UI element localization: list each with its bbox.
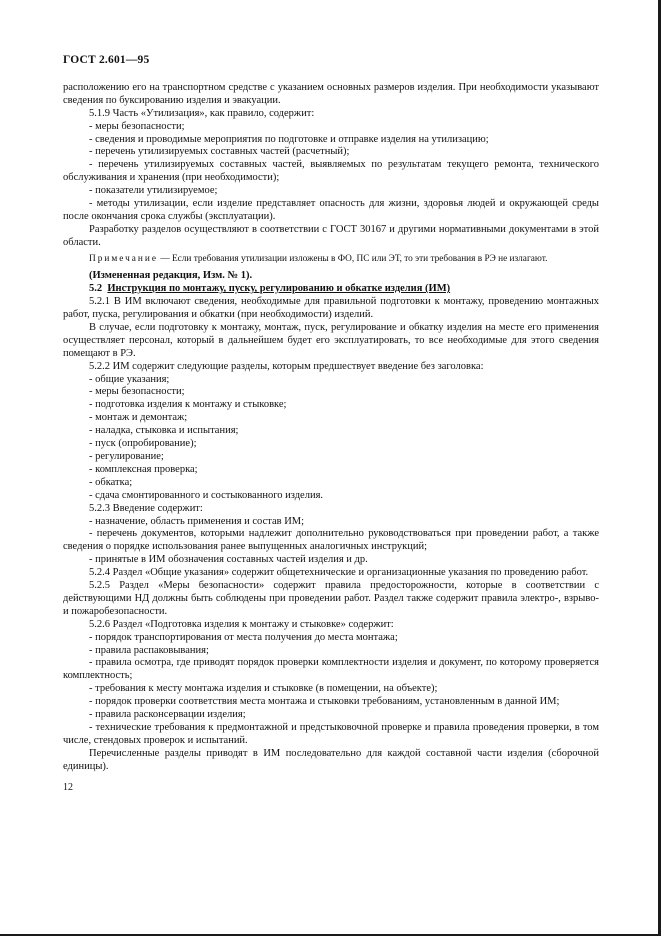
list-item: - перечень утилизируемых составных частей (расчетный); <box>89 146 350 158</box>
paragraph: 5.2.1 В ИМ включают сведения, необходимые для правильной подготовки к монтажу, проведению монтажных работ, пуска, регулирования и обкатки (при необходимости) изделий. <box>63 296 599 320</box>
list-item: - комплексная проверка; <box>89 463 198 475</box>
paragraph: В случае, если подготовку к монтажу, монтаж, пуск, регулирование и обкатку изделия на месте его применения осуществляет персонал, который в дальнейшем будет его эксплуатировать, то все необходимые для этого сведения помещают в РЭ. <box>63 321 599 359</box>
list-item: - регулирование; <box>89 450 164 462</box>
paragraph-continuation: расположению его на транспортном средстве с указанием основных размеров изделия. При необходимости указывают сведения по буксированию изделия и эвакуации. <box>63 81 599 106</box>
note-label: Примечание <box>89 253 158 264</box>
list-item: - перечень утилизируемых составных частей, выявляемых по результатам текущего ремонта, технического обслуживания и хранения (при необходимости); <box>63 159 599 184</box>
running-header: ГОСТ 2.601—95 <box>63 54 150 66</box>
paragraph: 5.2.2 ИМ содержит следующие разделы, которым предшествует введение без заголовка: <box>89 360 484 372</box>
list-item: - наладка, стыковка и испытания; <box>89 425 239 437</box>
list-item: - пуск (опробирование); <box>89 438 197 450</box>
paragraph: 5.2.4 Раздел «Общие указания» содержит общетехнические и организационные указания по проведению работ. <box>89 567 589 579</box>
amendment-mark: (Измененная редакция, Изм. № 1). <box>89 270 253 282</box>
list-item: - порядок проверки соответствия места монтажа и стыковки требованиям, установленным в данной ИМ; <box>89 696 560 708</box>
list-item: - правила осмотра, где приводят порядок проверки комплектности изделия и документ, по которому проверяется комплектность; <box>63 657 599 682</box>
paragraph: 5.2.6 Раздел «Подготовка изделия к монтажу и стыковке» содержит: <box>89 618 394 630</box>
paragraph: 5.2.5 Раздел «Меры безопасности» содержит правила предосторожности, которые в соответствии с действующими НД должны быть соблюдены при проведении работ. Раздел также содержит правила электро-, взрыво- и пожаробезопасности. <box>63 580 599 617</box>
note-text: — Если требования утилизации изложены в ФО, ПС или ЭТ, то эти требования в РЭ не излагают. <box>158 253 548 264</box>
list-item: - сведения и проводимые мероприятия по подготовке и отправке изделия на утилизацию; <box>89 133 489 145</box>
list-item: - правила распаковывания; <box>89 644 209 656</box>
section-title: Инструкция по монтажу, пуску, регулированию и обкатке изделия (ИМ) <box>107 283 451 295</box>
list-item: - меры безопасности; <box>89 386 185 398</box>
list-item: - правила расконсервации изделия; <box>89 709 246 721</box>
note <box>63 254 599 266</box>
list-item: - методы утилизации, если изделие представляет опасность для жизни, здоровья людей и окружающей среды после окончания срока службы (эксплуатации). <box>63 198 599 222</box>
list-item: - технические требования к предмонтажной и предстыковочной проверке и правила проведения проверки, в том числе, стендовых проверок и испытаний. <box>63 722 599 746</box>
list-item: - обкатка; <box>89 476 133 488</box>
paragraph: 5.2.3 Введение содержит: <box>89 502 203 514</box>
clause-5-1-9: 5.1.9 Часть «Утилизация», как правило, содержит: <box>89 107 315 119</box>
list-item: - требования к месту монтажа изделия и стыковке (в помещении, на объекте); <box>89 683 438 695</box>
list-item: - общие указания; <box>89 373 170 385</box>
list-item: - сдача смонтированного и состыкованного изделия. <box>89 489 324 501</box>
page-number: 12 <box>63 781 73 793</box>
list-item: - назначение, область применения и состав ИМ; <box>89 515 305 527</box>
list-item: - перечень документов, которыми надлежит дополнительно руководствоваться при проведении работ, а также сведения о порядке использования ранее выпущенных аналогичных инструкций; <box>63 528 599 553</box>
paragraph: Перечисленные разделы приводят в ИМ последовательно для каждой составной части изделия (сборочной единицы). <box>63 747 599 772</box>
list-item: - монтаж и демонтаж; <box>89 412 188 424</box>
list-item: - показатели утилизируемое; <box>89 185 218 197</box>
list-item: - принятые в ИМ обозначения составных частей изделия и др. <box>89 554 368 566</box>
section-number: 5.2 <box>89 283 103 295</box>
list-item: - меры безопасности; <box>89 120 185 132</box>
paragraph: Разработку разделов осуществляют в соответствии с ГОСТ 30167 и другими нормативными документами в этой области. <box>63 223 599 248</box>
list-item: - подготовка изделия к монтажу и стыковке; <box>89 399 287 411</box>
list-item: - порядок транспортирования от места получения до места монтажа; <box>89 631 398 643</box>
document-page <box>63 54 599 795</box>
section-heading-5-2 <box>63 283 599 296</box>
